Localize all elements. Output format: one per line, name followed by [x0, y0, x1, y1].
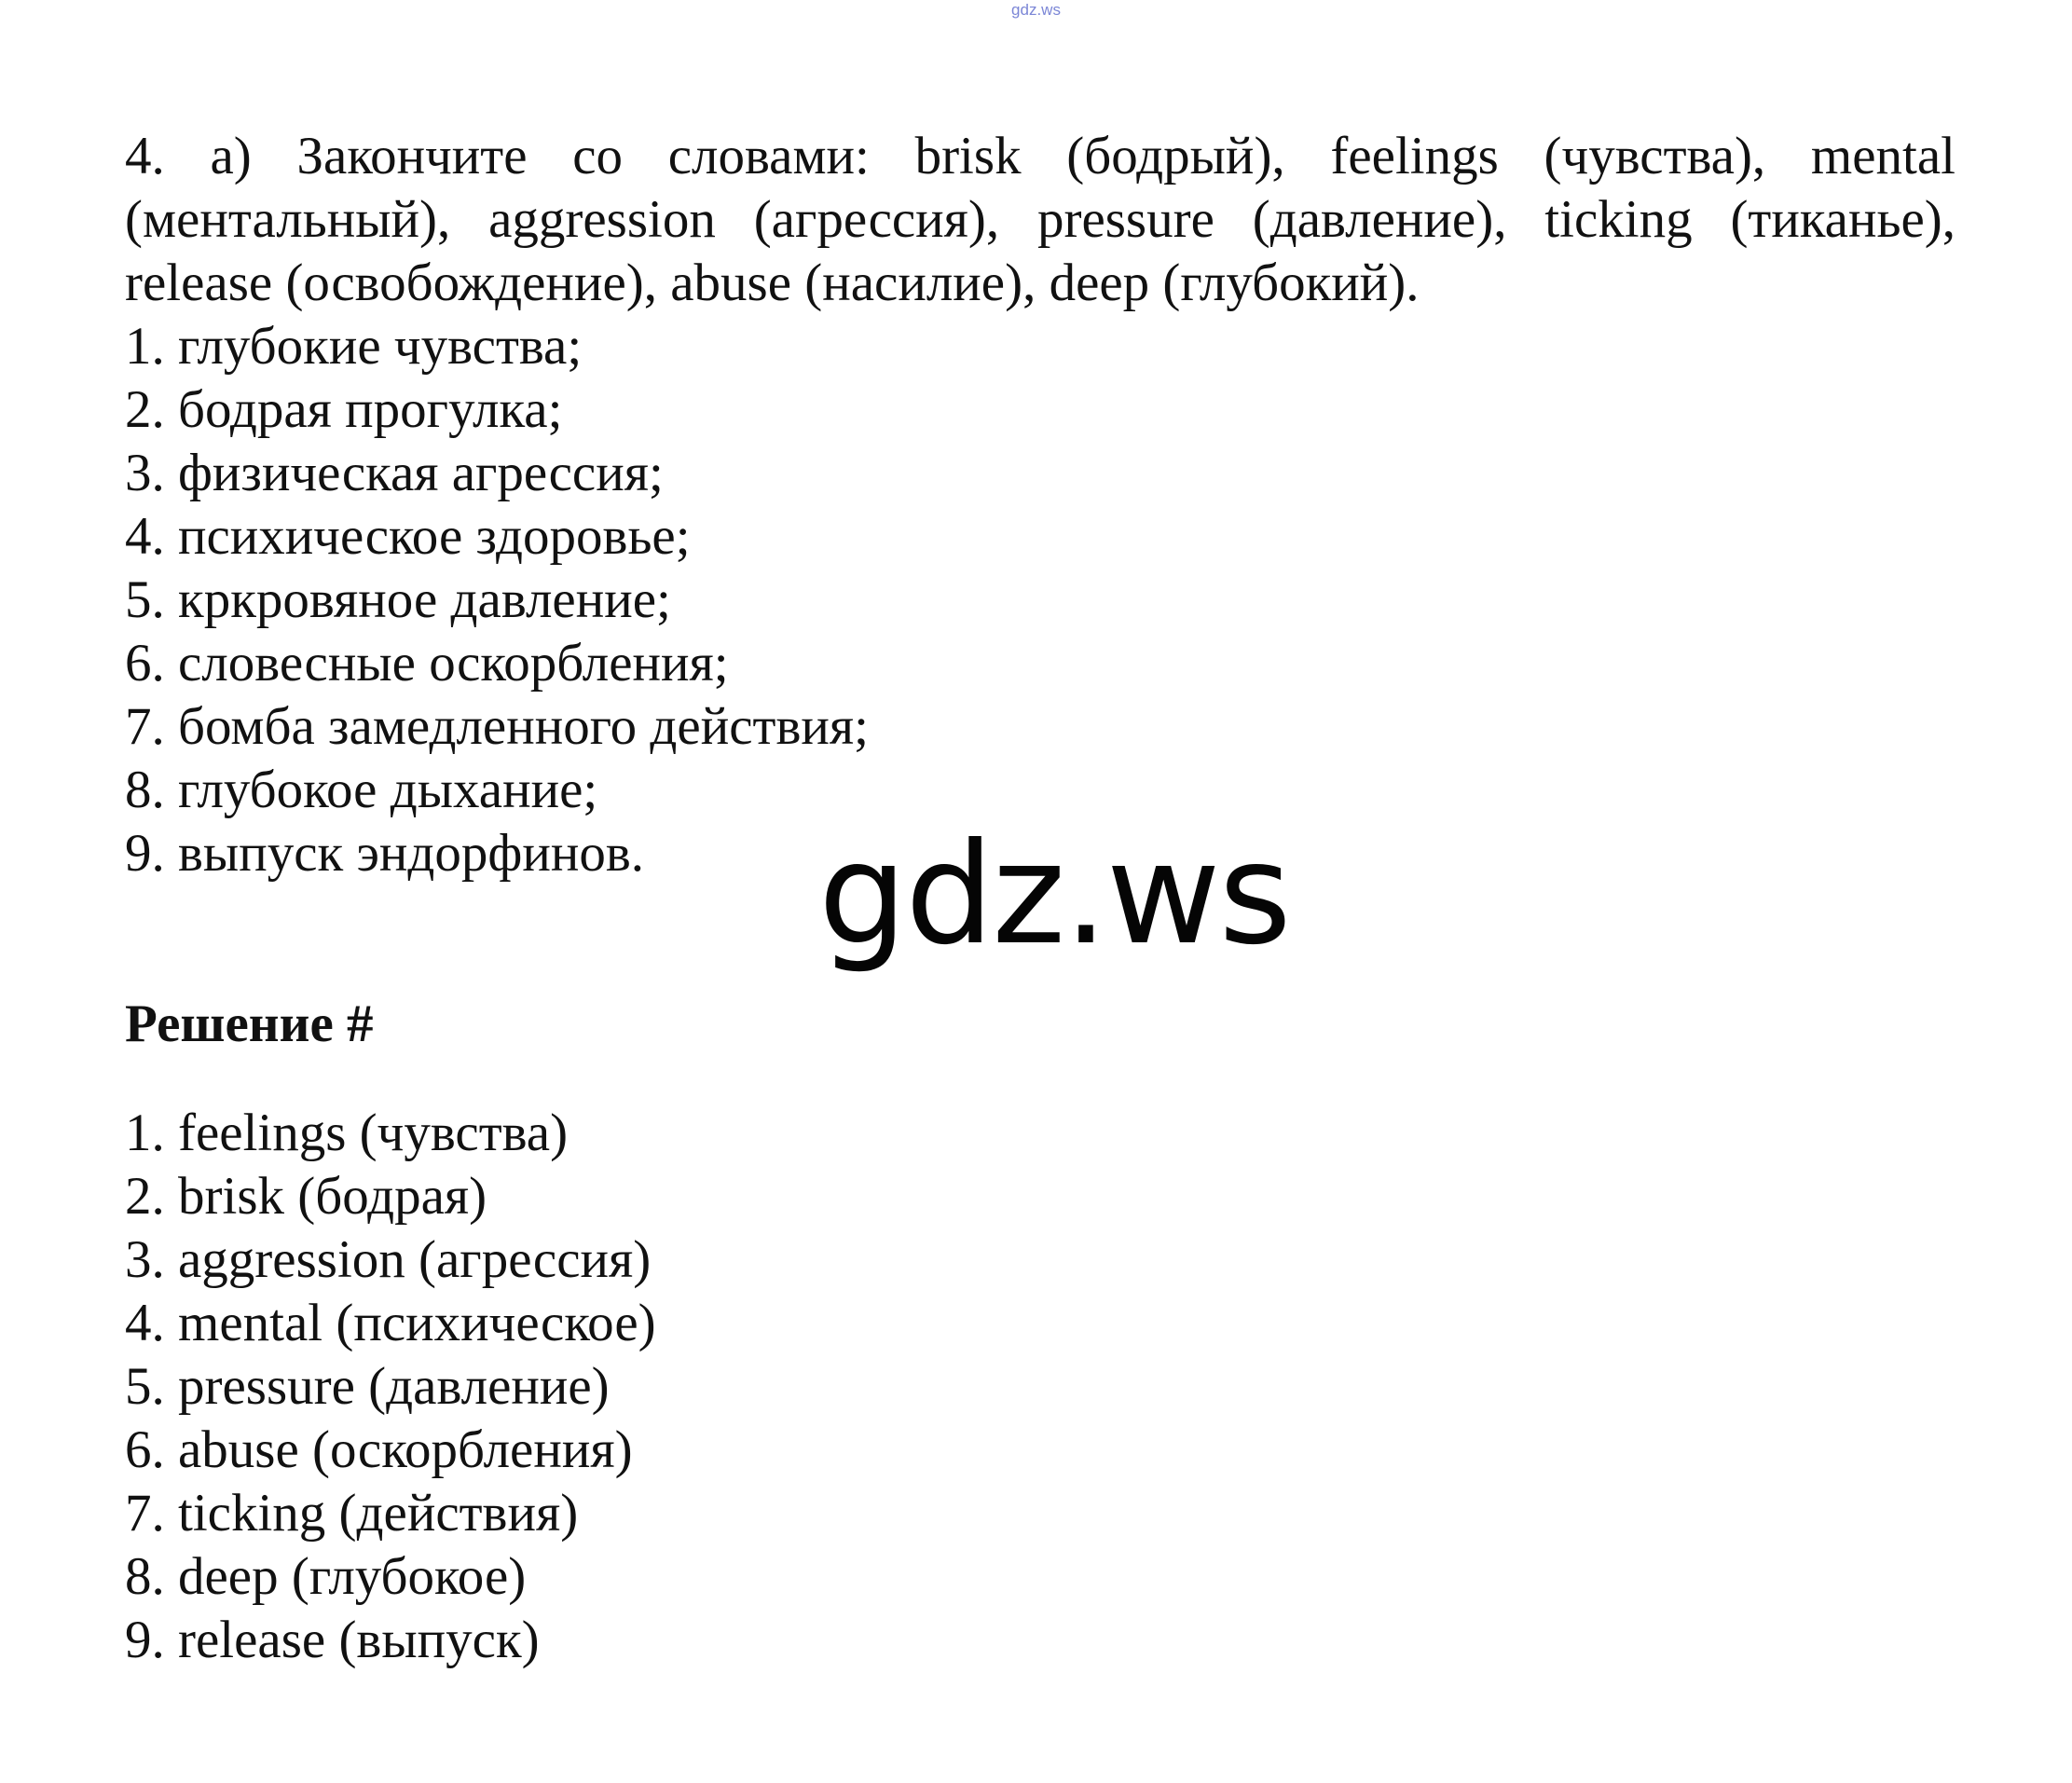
solution-item: 6. abuse (оскорбления): [125, 1420, 633, 1479]
task-item: 3. физическая агрессия;: [125, 444, 664, 502]
solution-item: 3. aggression (агрессия): [125, 1230, 652, 1289]
task-item: 4. психическое здоровье;: [125, 507, 691, 566]
task-item: 5. кркровяное давление;: [125, 570, 671, 629]
task-list: [125, 315, 1955, 885]
task-item: 1. глубокие чувства;: [125, 317, 583, 376]
task-item: 6. словесные оскорбления;: [125, 634, 729, 693]
task-instructions: 4. а) Закончите со словами: brisk (бодрый), feelings (чувства), mental (ментальный), aggression (агрессия), pressure (давление), ticking (тиканье), release (освобождение), abuse (насилие), deep (глубокий).: [125, 127, 1955, 312]
task-item: 8. глубокое дыхание;: [125, 761, 598, 819]
solution-item: 2. brisk (бодрая): [125, 1167, 487, 1226]
solution-item: 8. deep (глубокое): [125, 1547, 527, 1606]
solution-item: 1. feelings (чувства): [125, 1104, 569, 1162]
task-item: 2. бодрая прогулка;: [125, 380, 563, 439]
task-section: [125, 125, 1955, 885]
site-link[interactable]: gdz.ws: [1011, 1, 1061, 19]
solution-item: 5. pressure (давление): [125, 1357, 610, 1416]
solution-list: [125, 1102, 656, 1672]
solution-heading: Решение #: [125, 994, 374, 1053]
solution-item: 7. ticking (действия): [125, 1484, 579, 1543]
watermark-logo: gdz.ws: [818, 814, 1290, 976]
task-item: 9. выпуск эндорфинов.: [125, 824, 645, 883]
task-item: 7. бомба замедленного действия;: [125, 697, 869, 756]
solution-item: 9. release (выпуск): [125, 1611, 540, 1669]
solution-item: 4. mental (психическое): [125, 1294, 656, 1352]
